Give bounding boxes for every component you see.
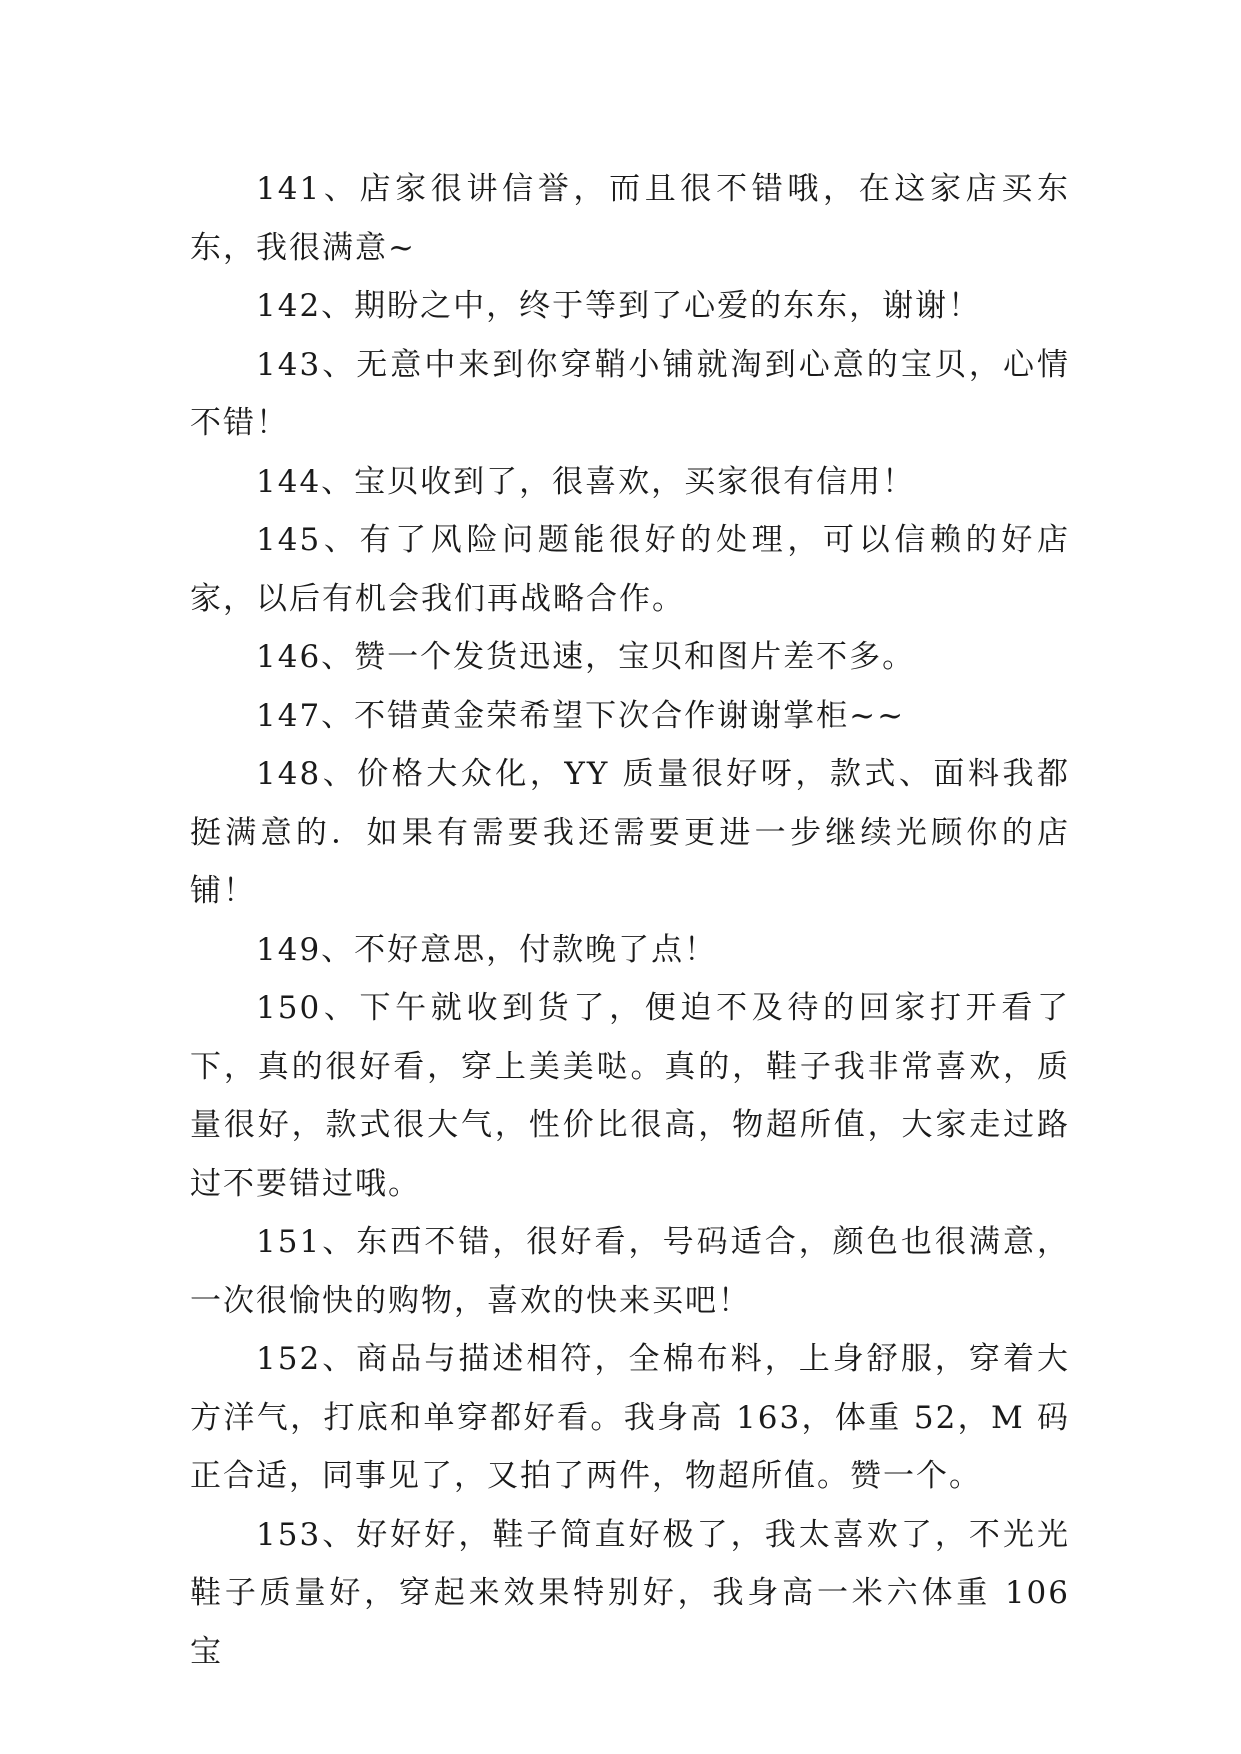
paragraph-147: 147、不错黄金荣希望下次合作谢谢掌柜~~: [256, 697, 906, 734]
paragraph-146: 146、赞一个发货迅速，宝贝和图片差不多。: [256, 639, 916, 675]
paragraph-151: 151、东西不错，很好看，号码适合，颜色也很满意，一次很愉快的购物，喜欢的快来买吧！: [190, 1224, 1070, 1319]
paragraph-150: 150、下午就收到货了，便迫不及待的回家打开看了下，真的很好看，穿上美美哒。真的，鞋子我非常喜欢，质量很好，款式很大气，性价比很高，物超所值，大家走过路过不要错过哦。: [190, 990, 1070, 1202]
document-body: [190, 160, 1070, 1681]
paragraph-152: 152、商品与描述相符，全棉布料，上身舒服，穿着大方洋气，打底和单穿都好看。我身高 163，体重 52，M 码正合适，同事见了，又拍了两件，物超所值。赞一个。: [190, 1341, 1070, 1494]
paragraph-153: 153、好好好，鞋子简直好极了，我太喜欢了，不光光鞋子质量好，穿起来效果特别好，我身高一米六体重 106 宝: [190, 1516, 1070, 1670]
paragraph-149: 149、不好意思，付款晚了点！: [256, 931, 718, 968]
paragraph-144: 144、宝贝收到了，很喜欢，买家很有信用！: [256, 463, 916, 500]
paragraph-148: 148、价格大众化，YY 质量很好呀，款式、面料我都挺满意的．如果有需要我还需要更进一步继续光顾你的店铺！: [190, 756, 1070, 909]
paragraph-143: 143、无意中来到你穿鞘小铺就淘到心意的宝贝，心情不错！: [190, 346, 1070, 441]
paragraph-141: 141、店家很讲信誉，而且很不错哦，在这家店买东东，我很满意~: [190, 171, 1070, 266]
paragraph-145: 145、有了风险问题能很好的处理，可以信赖的好店家，以后有机会我们再战略合作。: [190, 522, 1070, 617]
paragraph-142: 142、期盼之中，终于等到了心爱的东东，谢谢！: [256, 288, 982, 324]
